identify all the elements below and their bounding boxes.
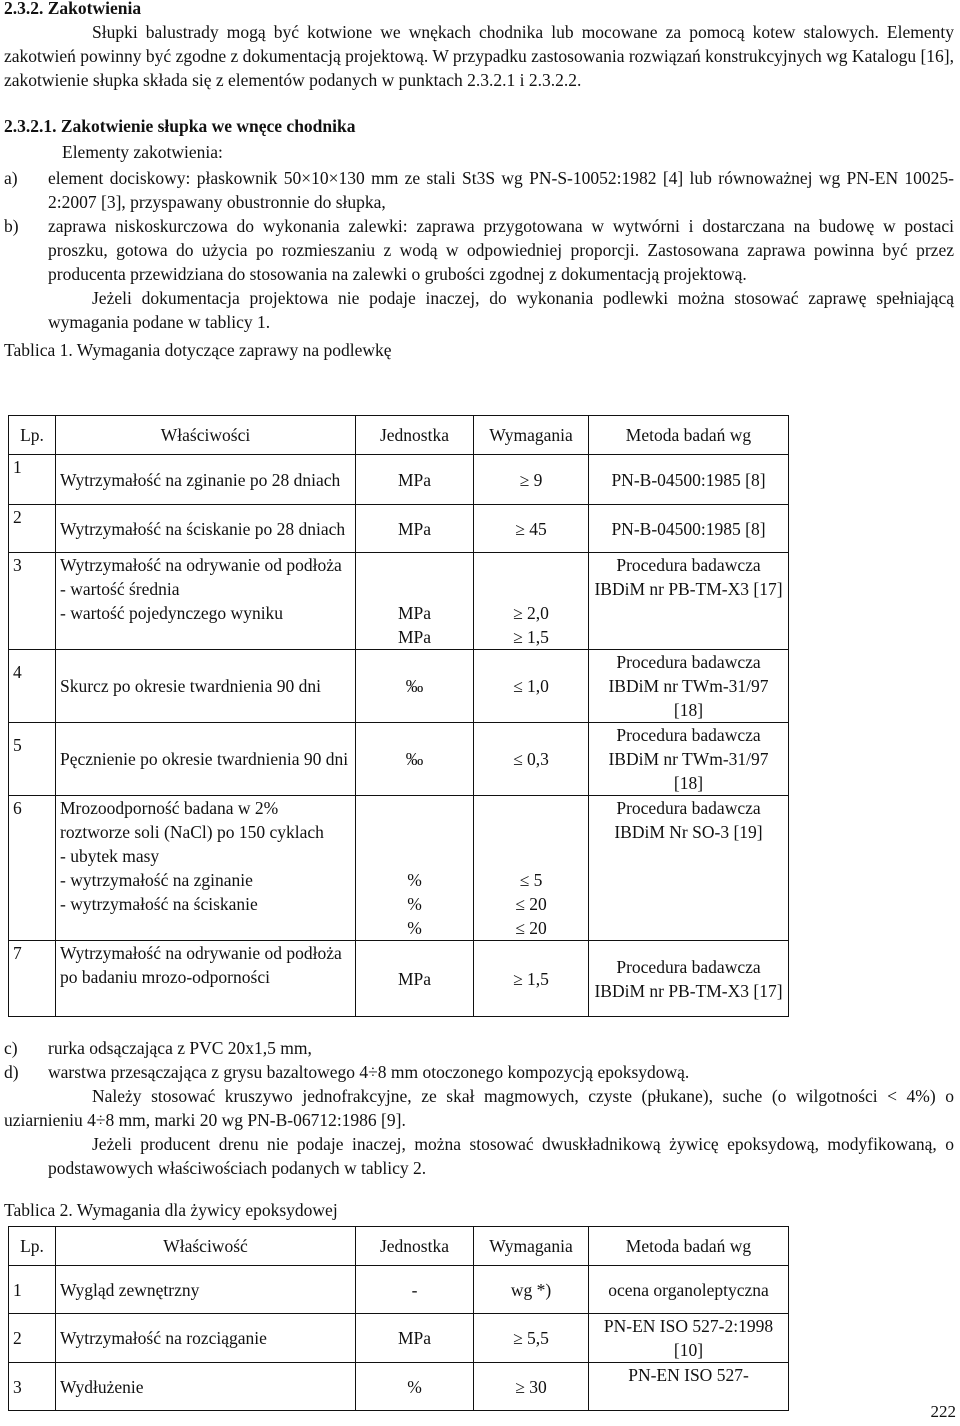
cell-method: PN-B-04500:1985 [8] xyxy=(589,505,789,553)
list-text: warstwa przesączająca z grysu bazaltowego 4÷8 mm otoczonego kompozycją epoksydową. xyxy=(48,1062,690,1082)
property-main: Wytrzymałość na odrywanie od podłoża xyxy=(60,555,342,575)
cell-requirement: ≥ 1,5 xyxy=(474,941,589,1017)
cell-unit: % xyxy=(356,1363,474,1411)
table-header-row xyxy=(9,1227,789,1266)
list-item-c xyxy=(4,1036,954,1060)
cell-unit xyxy=(356,553,474,650)
cell-property: Wytrzymałość na ściskanie po 28 dniach xyxy=(56,505,356,553)
col-header-requirements: Wymagania xyxy=(474,1227,589,1266)
cell-lp: 2 xyxy=(9,1314,56,1363)
col-header-unit: Jednostka xyxy=(356,416,474,455)
col-header-lp: Lp. xyxy=(9,1227,56,1266)
cell-property: Wytrzymałość na zginanie po 28 dniach xyxy=(56,455,356,505)
cell-unit: ‰ xyxy=(356,650,474,723)
cell-unit: MPa xyxy=(356,455,474,505)
cell-method: PN-EN ISO 527-2:1998 [10] xyxy=(589,1314,789,1363)
table-row xyxy=(9,650,789,723)
cell-method: PN-EN ISO 527- xyxy=(589,1363,789,1411)
requirement-sub: ≤ 20 xyxy=(515,918,547,938)
cell-method: Procedura badawcza IBDiM Nr SO-3 [19] xyxy=(589,796,789,941)
unit-sub: % xyxy=(407,894,422,914)
table-row xyxy=(9,723,789,796)
list-text: rurka odsączająca z PVC 20x1,5 mm, xyxy=(48,1038,312,1058)
cell-method: Procedura badawcza IBDiM nr PB-TM-X3 [17] xyxy=(589,941,789,1017)
page-number: 222 xyxy=(930,1402,956,1421)
table-row xyxy=(9,553,789,650)
cell-lp: 3 xyxy=(9,1363,56,1411)
requirement-sub: ≤ 5 xyxy=(519,870,543,890)
cell-lp: 1 xyxy=(9,455,56,505)
cell-requirement: wg *) xyxy=(474,1266,589,1314)
cell-requirement: ≥ 30 xyxy=(474,1363,589,1411)
property-sub: - wytrzymałość na zginanie xyxy=(60,870,253,890)
section-heading-2-3-2: 2.3.2. Zakotwienia xyxy=(4,0,142,18)
unit-sub: % xyxy=(407,918,422,938)
cell-requirement: ≤ 1,0 xyxy=(474,650,589,723)
list-item-a xyxy=(4,166,954,214)
cell-method: PN-B-04500:1985 [8] xyxy=(589,455,789,505)
elements-intro: Elementy zakotwienia: xyxy=(62,142,223,162)
cell-requirement: ≥ 5,5 xyxy=(474,1314,589,1363)
cell-method: ocena organoleptyczna xyxy=(589,1266,789,1314)
cell-lp: 5 xyxy=(9,723,56,796)
col-header-method: Metoda badań wg xyxy=(589,416,789,455)
table1-caption: Tablica 1. Wymagania dotyczące zaprawy na podlewkę xyxy=(4,340,392,360)
table-row xyxy=(9,1314,789,1363)
list-text: zaprawa niskoskurczowa do wykonania zalewki: zaprawa przygotowana w wytwórni i dostarczana na budowę w postaci proszku, gotowa do użycia po rozmieszaniu z wodą w odpowiedniej proporcji. Zastosowana zaprawa powinna być przez producenta przewidziana do stosowania na zalewki o grubości zgodnej z dokumentacją projektową. xyxy=(48,216,954,284)
cell-property: Wytrzymałość na rozciąganie xyxy=(56,1314,356,1363)
table-row xyxy=(9,796,789,941)
cell-lp: 6 xyxy=(9,796,56,941)
table-row xyxy=(9,505,789,553)
cell-property: Pęcznienie po okresie twardnienia 90 dni xyxy=(56,723,356,796)
unit-sub: % xyxy=(407,870,422,890)
cell-property xyxy=(56,553,356,650)
cell-lp: 3 xyxy=(9,553,56,650)
cell-unit: MPa xyxy=(356,1314,474,1363)
section-heading-2-3-2-1: 2.3.2.1. Zakotwienie słupka we wnęce chodnika xyxy=(4,116,356,136)
cell-property: Wygląd zewnętrzny xyxy=(56,1266,356,1314)
cell-property: Wydłużenie xyxy=(56,1363,356,1411)
cell-requirement xyxy=(474,796,589,941)
list-text: element dociskowy: płaskownik 50×10×130 mm ze stali St3S wg PN-S-10052:1982 [4] lub równoważnej wg PN-EN 10025-2:2007 [3], przyspawany obustronnie do słupka, xyxy=(48,168,954,212)
requirement-sub: ≤ 20 xyxy=(515,894,547,914)
list-marker: d) xyxy=(4,1062,19,1082)
unit-sub: MPa xyxy=(397,603,432,623)
table-row xyxy=(9,455,789,505)
cell-unit: MPa xyxy=(356,941,474,1017)
cell-lp: 4 xyxy=(9,650,56,723)
property-sub: - wartość średnia xyxy=(60,579,180,599)
list-item-d xyxy=(4,1060,954,1084)
table-row xyxy=(9,941,789,1017)
table-row xyxy=(9,1266,789,1314)
list-marker: a) xyxy=(4,168,18,188)
table-row xyxy=(9,1363,789,1411)
cell-requirement: ≥ 9 xyxy=(474,455,589,505)
property-sub: - ubytek masy xyxy=(60,846,160,866)
list-item-b xyxy=(4,214,954,286)
cell-method: Procedura badawcza IBDiM nr TWm-31/97 [18] xyxy=(589,723,789,796)
unit-sub: MPa xyxy=(397,627,432,647)
cell-requirement: ≤ 0,3 xyxy=(474,723,589,796)
list-marker: b) xyxy=(4,216,19,236)
kruszywo-paragraph: Należy stosować kruszywo jednofrakcyjne, ze skał magmowych, czyste (płukane), suche (o wilgotności < 4%) o uziarnieniu 4÷8 mm, marki 20 wg PN-B-06712:1986 [9]. xyxy=(4,1086,954,1130)
list-marker: c) xyxy=(4,1038,18,1058)
cell-requirement: ≥ 45 xyxy=(474,505,589,553)
podlewki-paragraph: Jeżeli dokumentacja projektowa nie podaje inaczej, do wykonania podlewki można stosować zaprawę spełniającą wymagania podane w tablicy 1. xyxy=(48,288,954,332)
intro-paragraph: Słupki balustrady mogą być kotwione we wnękach chodnika lub mocowane za pomocą kotew stalowych. Elementy zakotwień powinny być zgodne z dokumentacją projektową. W przypadku zastosowania rozwiązań konstrukcyjnych wg Katalogu [16], zakotwienie słupka składa się z elementów podanych w punktach 2.3.2.1 i 2.3.2.2. xyxy=(4,22,954,90)
property-sub: - wartość pojedynczego wyniku xyxy=(60,603,284,623)
property-sub: - wytrzymałość na ściskanie xyxy=(60,894,258,914)
cell-property: Skurcz po okresie twardnienia 90 dni xyxy=(56,650,356,723)
col-header-properties: Właściwości xyxy=(56,416,356,455)
col-header-unit: Jednostka xyxy=(356,1227,474,1266)
cell-method: Procedura badawcza IBDiM nr PB-TM-X3 [17] xyxy=(589,553,789,650)
cell-unit: - xyxy=(356,1266,474,1314)
table-2 xyxy=(8,1226,789,1411)
col-header-lp: Lp. xyxy=(9,416,56,455)
property-main: Mrozoodporność badana w 2% roztworze soli (NaCl) po 150 cyklach xyxy=(60,798,324,842)
cell-property: Wytrzymałość na odrywanie od podłoża po badaniu mrozo-odporności xyxy=(56,941,356,1017)
cell-lp: 7 xyxy=(9,941,56,1017)
cell-lp: 2 xyxy=(9,505,56,553)
table-header-row xyxy=(9,416,789,455)
cell-unit xyxy=(356,796,474,941)
table-1 xyxy=(8,415,789,1017)
table2-caption: Tablica 2. Wymagania dla żywicy epoksydowej xyxy=(4,1200,338,1220)
cell-lp: 1 xyxy=(9,1266,56,1314)
cell-unit: MPa xyxy=(356,505,474,553)
cell-method: Procedura badawcza IBDiM nr TWm-31/97 [18] xyxy=(589,650,789,723)
col-header-requirements: Wymagania xyxy=(474,416,589,455)
requirement-sub: ≥ 1,5 xyxy=(513,627,549,647)
cell-property xyxy=(56,796,356,941)
cell-requirement xyxy=(474,553,589,650)
requirement-sub: ≥ 2,0 xyxy=(513,603,549,623)
drenu-paragraph: Jeżeli producent drenu nie podaje inaczej, można stosować dwuskładnikową żywicę epoksydową, modyfikowaną, o podstawowych właściwościach podanych w tablicy 2. xyxy=(48,1134,954,1178)
cell-unit: ‰ xyxy=(356,723,474,796)
col-header-method: Metoda badań wg xyxy=(589,1227,789,1266)
col-header-property: Właściwość xyxy=(56,1227,356,1266)
